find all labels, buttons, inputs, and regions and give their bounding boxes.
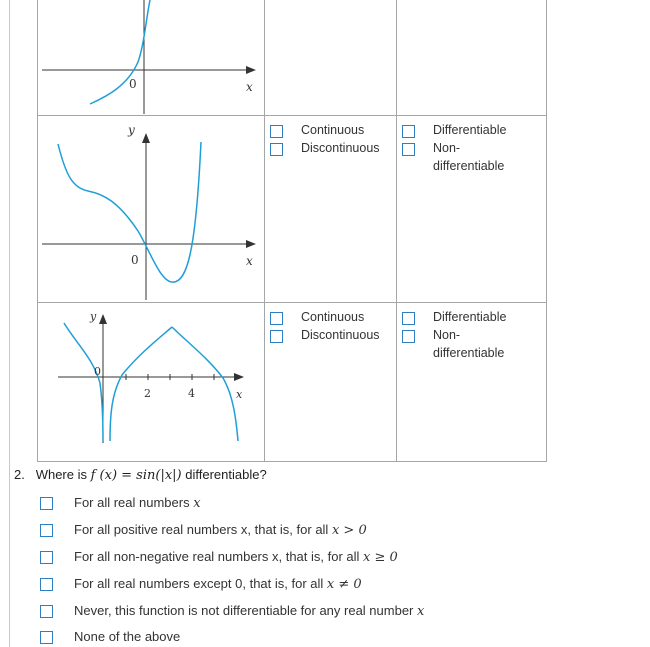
row3-nondifferentiable-checkbox[interactable] [402, 330, 415, 343]
row3-discontinuous-checkbox[interactable] [270, 330, 283, 343]
row2-nondifferentiable-label-2: differentiable [433, 159, 505, 173]
graph-1-origin: 0 [129, 77, 137, 91]
row2-discontinuous-label: Discontinuous [301, 141, 380, 155]
row2-differentiable-checkbox[interactable] [402, 125, 415, 138]
choice-1-checkbox[interactable] [40, 497, 53, 510]
choice-6-label: None of the above [74, 629, 181, 644]
row2-nondifferentiable-label-1: Non- [433, 141, 461, 155]
question-prefix: Where is [35, 467, 87, 482]
graph-3-y-label: y [90, 310, 97, 323]
graph-2-y-label: y [128, 123, 135, 137]
choice-4-checkbox[interactable] [40, 578, 53, 591]
table-column-divider [264, 0, 265, 462]
row2-discontinuous-checkbox[interactable] [270, 143, 283, 156]
question-2-prompt [14, 467, 267, 483]
row3-nondifferentiable-label-2: differentiable [433, 346, 505, 360]
graph-3-tick-2: 2 [144, 387, 151, 400]
row3-differentiable-label: Differentiable [433, 310, 507, 324]
table-column-divider [396, 0, 397, 462]
row3-differentiable-checkbox[interactable] [402, 312, 415, 325]
row2-differentiable-label: Differentiable [433, 123, 507, 137]
graph-3-x-label: x [236, 388, 243, 401]
choice-1-label: For all real numbers x [74, 495, 201, 511]
row2-continuous-checkbox[interactable] [270, 125, 283, 138]
table-bottom-border [37, 461, 547, 462]
question-formula: f (x) = sin(|x|) [90, 468, 182, 483]
question-number: 2. [14, 467, 25, 482]
graph-3 [38, 303, 264, 461]
choice-5-label: Never, this function is not differentiable for any real number x [74, 603, 425, 619]
question-suffix: differentiable? [185, 467, 267, 482]
graph-3-origin: 0 [94, 365, 101, 378]
row3-continuous-label: Continuous [301, 310, 365, 324]
graph-2 [38, 116, 264, 302]
graph-2-origin: 0 [131, 253, 139, 267]
row3-discontinuous-label: Discontinuous [301, 328, 380, 342]
graph-1-x-label: x [246, 80, 253, 94]
row2-nondifferentiable-checkbox[interactable] [402, 143, 415, 156]
row3-continuous-checkbox[interactable] [270, 312, 283, 325]
choice-4-label: For all real numbers except 0, that is, for all x ≠ 0 [74, 576, 362, 592]
row3-nondifferentiable-label-1: Non- [433, 328, 461, 342]
graph-2-x-label: x [246, 254, 253, 268]
choice-5-checkbox[interactable] [40, 605, 53, 618]
choice-2-label: For all positive real numbers x, that is, for all x > 0 [74, 522, 367, 538]
choice-6-checkbox[interactable] [40, 631, 53, 644]
graph-1 [38, 0, 264, 115]
row2-continuous-label: Continuous [301, 123, 365, 137]
graph-3-tick-4: 4 [188, 387, 195, 400]
choice-3-label: For all non-negative real numbers x, that is, for all x ≥ 0 [74, 549, 398, 565]
table-right-border [546, 0, 547, 462]
choice-3-checkbox[interactable] [40, 551, 53, 564]
choice-2-checkbox[interactable] [40, 524, 53, 537]
left-margin-rule [9, 0, 10, 647]
